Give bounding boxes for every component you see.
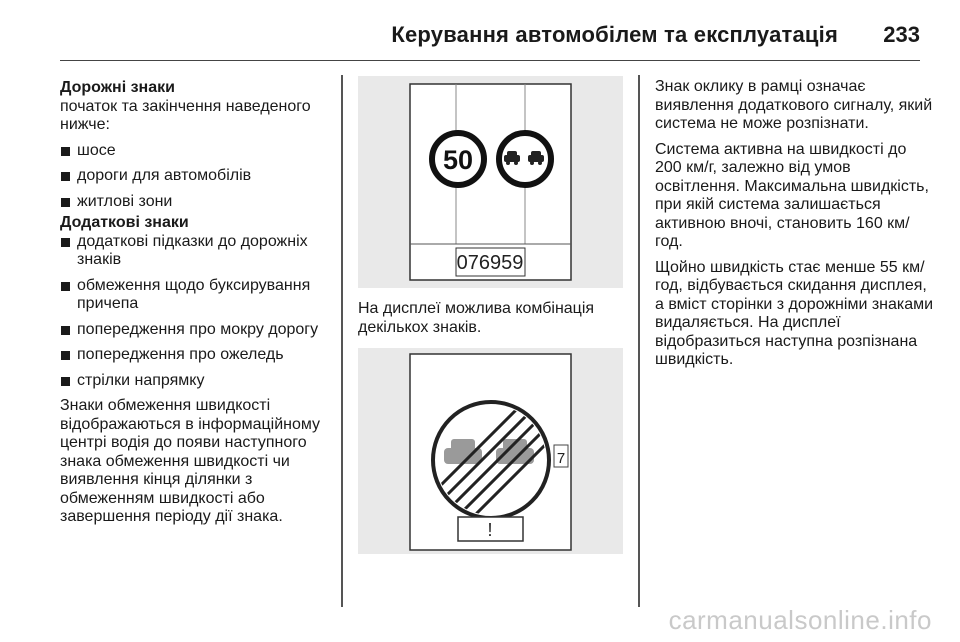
exclamation-label: ! (487, 520, 493, 540)
list-item: стрілки напрямку (60, 372, 335, 391)
speed-limit-paragraph: Знаки обмеження швидкості відображаються в інформаційному центрі водія до появи наступного знака обмеження швидкості чи виявлення кінця ділянки з обмеженням швидкості або завершення періоду дії знака. (60, 397, 321, 525)
column-divider-right (638, 75, 640, 607)
list-item: обмеження щодо буксирування причепа (60, 277, 335, 314)
page-header (60, 14, 920, 61)
list-item: шосе (60, 142, 335, 161)
figure-speed-limit-overtaking (358, 76, 623, 288)
section-heading-additional-signs: Додаткові знаки (60, 214, 189, 231)
road-signs-intro: початок та закінчення наведеного нижче: (60, 97, 311, 133)
header-title: Керування автомобілем та експлуатація (391, 22, 838, 47)
side-label: 7 (556, 450, 566, 467)
list-item: попередження про ожеледь (60, 346, 335, 365)
watermark: carmanualsonline.info (668, 605, 932, 635)
combination-paragraph: На дисплеї можлива комбінація декількох знаків. (358, 300, 595, 336)
list-item: житлові зони (60, 193, 335, 212)
section-heading-road-signs: Дорожні знаки (60, 79, 175, 96)
reset-paragraph: Щойно швидкість стає менше 55 км/год, відбувається скидання дисплея, а вміст сторінки з дорожніми знаками видаляється. На дисплеї відобразиться наступна розпізнана швидкість. (655, 258, 934, 368)
list-item: попередження про мокру дорогу (60, 321, 335, 340)
additional-signs-list (60, 233, 335, 391)
exclamation-paragraph: Знак оклику в рамці означає виявлення додаткового сигналу, який система не може розпізнати. (655, 78, 933, 132)
figure-code: 076959 (456, 252, 524, 274)
column-divider-left (341, 75, 343, 607)
figure-end-of-no-overtaking (358, 348, 623, 554)
speed-sign-panel-illustration (358, 76, 623, 288)
page-number: 233 (883, 22, 920, 47)
right-column (655, 78, 935, 377)
end-sign-panel-illustration (358, 348, 623, 554)
system-active-paragraph: Система активна на швидкості до 200 км/г, залежно від умов освітлення. Максимальна швидкість, при якій система залишається активною вночі, становить 160 км/год. (655, 140, 929, 250)
list-item: додаткові підказки до дорожніх знаків (60, 233, 335, 270)
left-column (60, 79, 335, 534)
road-signs-list (60, 142, 335, 212)
no-overtaking-sign-icon (499, 133, 551, 185)
middle-column (358, 300, 623, 344)
speed-limit-value: 50 (442, 145, 474, 175)
list-item: дороги для автомобілів (60, 167, 335, 186)
